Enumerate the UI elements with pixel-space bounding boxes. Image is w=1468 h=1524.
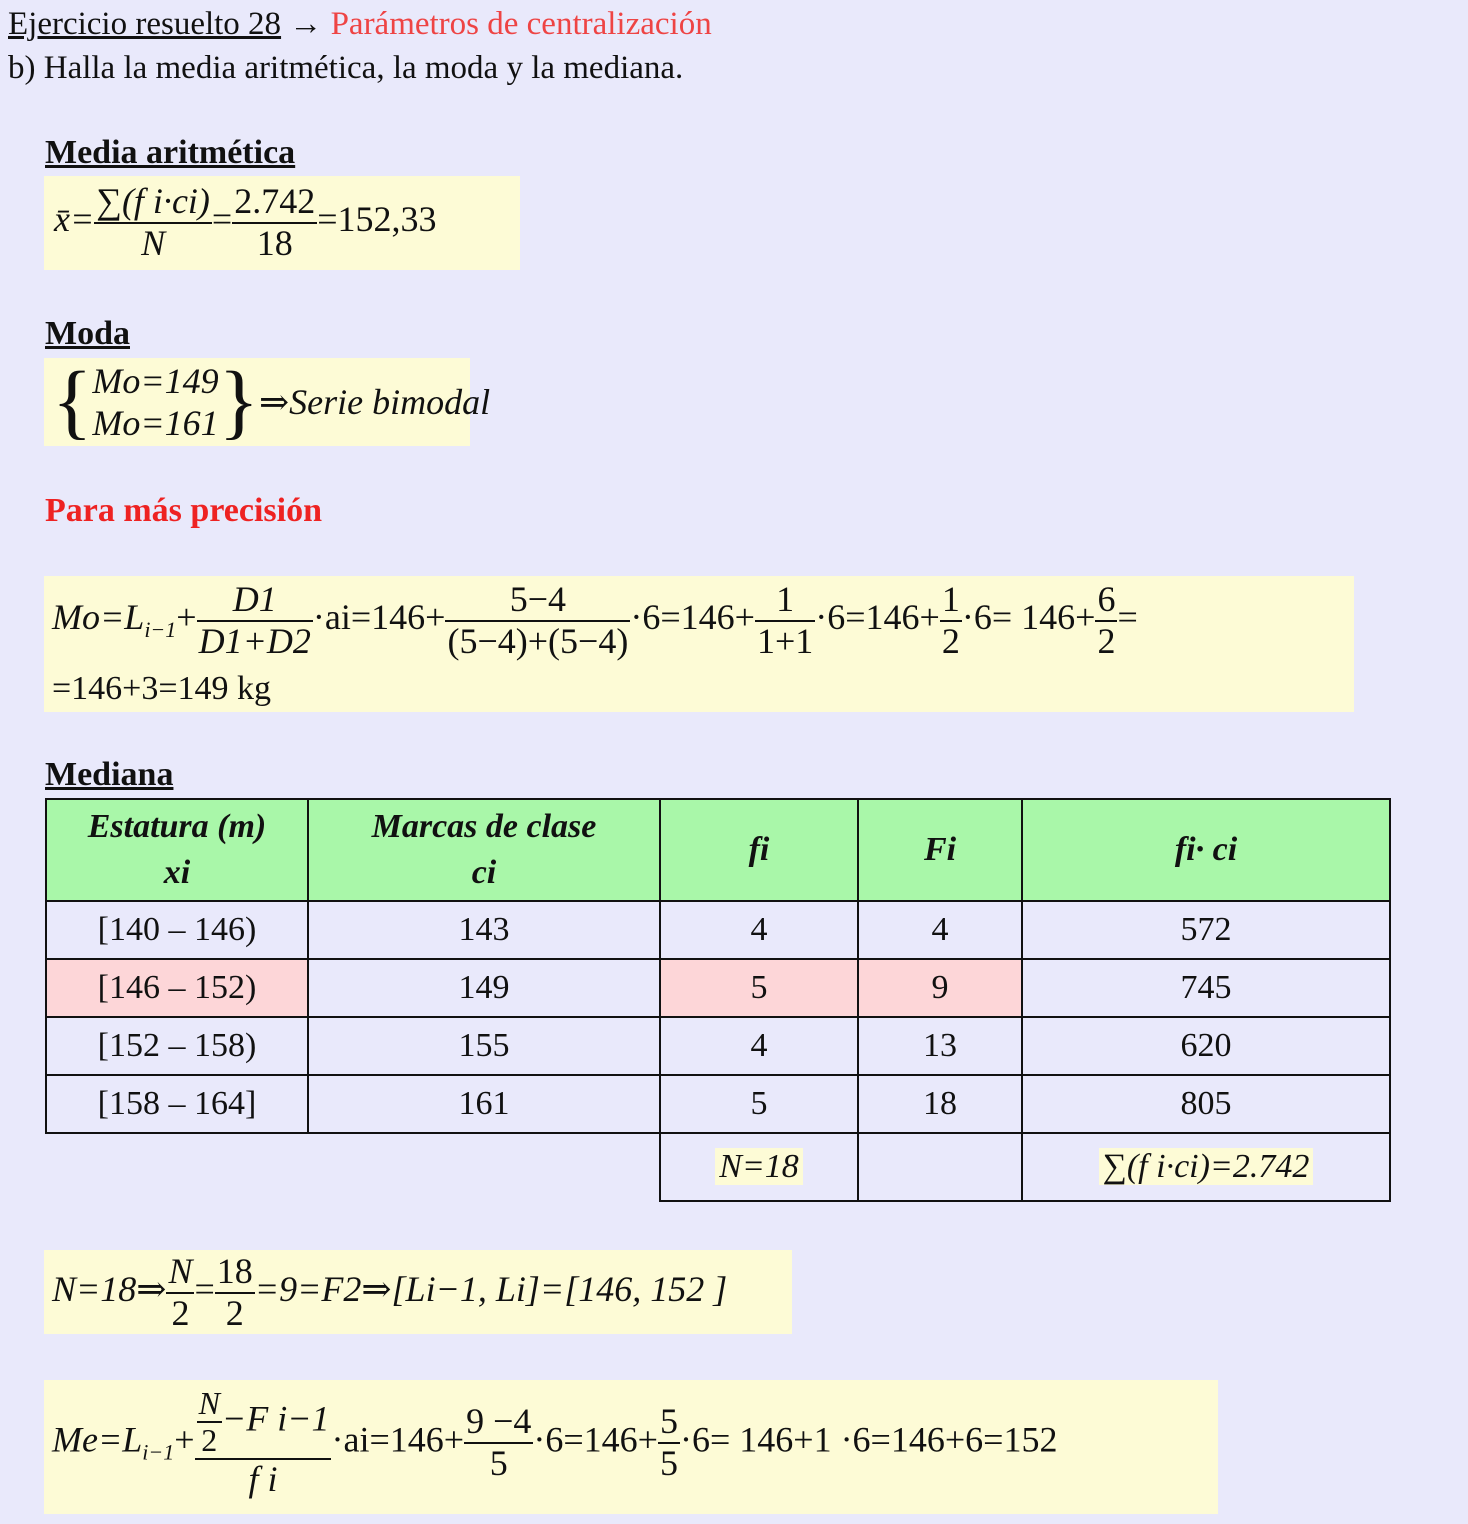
- mo-frac-3-num: 1: [755, 580, 815, 622]
- precision-heading: Para más precisión: [45, 492, 323, 529]
- cell-interval: [152 – 158): [46, 1017, 308, 1075]
- mean-den: N: [141, 222, 166, 263]
- mo-frac-5: [1095, 580, 1117, 661]
- interval-c: =9=F2⇒[Li−1, Li]=[146, 152 ]: [254, 1268, 728, 1309]
- me-inner-frac: [197, 1386, 222, 1458]
- mo-frac-4-den: 2: [941, 620, 960, 661]
- mo-frac-4-num: 1: [940, 580, 962, 622]
- header-estatura: Estatura (m) xi: [46, 799, 308, 901]
- table-row: [46, 1075, 1390, 1133]
- interval-formula: [44, 1250, 792, 1334]
- table-header-row: [46, 799, 1390, 901]
- cell-mark: 161: [308, 1075, 660, 1133]
- blank-cell: [308, 1133, 660, 1201]
- me-big-den: f i: [248, 1459, 278, 1500]
- cell-Fi: 9: [858, 959, 1022, 1017]
- mo-161: Mo=161: [92, 403, 219, 443]
- me-part-e: ·6= 146+1 ·6=146+6=152: [679, 1419, 1058, 1460]
- cell-interval: [158 – 164]: [46, 1075, 308, 1133]
- bimodal-conclusion: ⇒Serie bimodal: [258, 382, 491, 422]
- interval-frac-1: [166, 1252, 194, 1333]
- total-sum: ∑(f i·ci)=2.742: [1099, 1148, 1314, 1185]
- mo-part-3: ·6=146+: [630, 596, 755, 637]
- mean-result: =152,33: [317, 198, 437, 239]
- me-big-num-rest: −F i−1: [221, 1398, 330, 1439]
- mo-part-6: =: [1117, 596, 1138, 637]
- cell-fi: 4: [660, 901, 858, 959]
- mean-num-2: 2.742: [232, 182, 317, 224]
- me-frac-3: [658, 1402, 680, 1483]
- cell-mark: 143: [308, 901, 660, 959]
- mean-eq: =: [211, 198, 233, 239]
- table-row: [46, 959, 1390, 1017]
- moda-values: [92, 360, 218, 444]
- cell-interval: [146 – 152): [46, 959, 308, 1017]
- cell-fi: 5: [660, 959, 858, 1017]
- interval-frac-2-den: 2: [225, 1292, 244, 1333]
- table-row: [46, 901, 1390, 959]
- header-Fi: Fi: [858, 799, 1022, 901]
- mo-frac-1: [197, 580, 313, 661]
- me-frac-2-num: 9 −4: [464, 1402, 533, 1444]
- mo-149: Mo=149: [92, 361, 219, 401]
- me-lhs: Me=L: [52, 1419, 143, 1460]
- exercise-title: [8, 6, 712, 43]
- cell-Fi: 4: [858, 901, 1022, 959]
- mo-frac-3: [755, 580, 815, 661]
- mo-frac-5-num: 6: [1095, 580, 1117, 622]
- cell-total-n: [660, 1133, 858, 1201]
- mo-precise-formula: $Mo=L_{i-1}+$ $\frac{D1}{D1+D2}$ ·ai=146+ $\frac{5-4}{(5-4)+(5-4)}$ ·6=146+ $\frac{1}{1+1}$ ·6=146+ $\frac{1}{2}$ ·6= 146+ $\frac{6}{2}$ = =146+3=149 kg: [44, 576, 1354, 712]
- median-formula: $Me=L_{i-1}+$ $\frac{N}{2}$ −F i−1 f i ·ai=146+ $\frac{9 -4}{5}$ ·6=146+ $\frac{5}{5}$ ·6= 146+1 ·6=146+6=152: [44, 1380, 1218, 1514]
- table-row: [46, 1017, 1390, 1075]
- me-big-num: [195, 1386, 332, 1460]
- cell-Fi: 13: [858, 1017, 1022, 1075]
- cell-fici: 572: [1022, 901, 1390, 959]
- cell-fici: 745: [1022, 959, 1390, 1017]
- mean-den-2: 18: [256, 222, 293, 263]
- mo-part-2: ·ai=146+: [312, 596, 446, 637]
- cell-fici: 805: [1022, 1075, 1390, 1133]
- mo-frac-3-den: 1+1: [756, 620, 814, 661]
- exercise-label: Ejercicio resuelto 28: [8, 6, 282, 42]
- mediana-heading: Mediana: [45, 756, 174, 793]
- interval-frac-2: [215, 1252, 255, 1333]
- me-frac-3-den: 5: [659, 1442, 678, 1483]
- interval-a: N=18⇒: [52, 1268, 167, 1309]
- media-heading: Media aritmética: [45, 134, 296, 171]
- me-frac-2-den: 5: [489, 1442, 508, 1483]
- mo-frac-2: [445, 580, 630, 661]
- cell-mark: 149: [308, 959, 660, 1017]
- moda-heading: Moda: [45, 315, 130, 352]
- me-frac-2: [464, 1402, 533, 1483]
- header-marcas: Marcas de clase ci: [308, 799, 660, 901]
- interval-b: =: [194, 1268, 215, 1309]
- mo-lhs: Mo=L: [52, 596, 145, 637]
- mo-frac-2-den: (5−4)+(5−4): [447, 620, 629, 661]
- me-plus: +: [174, 1419, 195, 1460]
- mo-part-5: ·6= 146+: [961, 596, 1096, 637]
- mean-fraction-2: [232, 182, 317, 263]
- interval-frac-2-num: 18: [215, 1252, 255, 1294]
- question: b) Halla la media aritmética, la moda y la mediana.: [8, 50, 684, 86]
- table-total-row: [46, 1133, 1390, 1201]
- mean-symbol: x̄=: [54, 198, 95, 239]
- mo-part-4: ·6=146+: [815, 596, 940, 637]
- cell-total-sum: [1022, 1133, 1390, 1201]
- cell-interval: [140 – 146): [46, 901, 308, 959]
- cell-fi: 5: [660, 1075, 858, 1133]
- me-frac-3-num: 5: [658, 1402, 680, 1444]
- me-inner-den: 2: [201, 1422, 218, 1459]
- mo-frac-1-den: D1+D2: [198, 620, 311, 661]
- cell-fici: 620: [1022, 1017, 1390, 1075]
- mo-frac-2-num: 5−4: [445, 580, 630, 622]
- right-brace: }: [218, 355, 259, 448]
- header-fici: fi· ci: [1022, 799, 1390, 901]
- topic-title: Parámetros de centralización: [330, 6, 712, 42]
- frequency-table: [45, 798, 1391, 1202]
- blank-cell: [46, 1133, 308, 1201]
- cell-Fi: 18: [858, 1075, 1022, 1133]
- me-part-d: ·6=146+: [533, 1419, 658, 1460]
- me-inner-num: N: [197, 1386, 222, 1423]
- me-big-frac: [195, 1386, 332, 1500]
- cell-mark: 155: [308, 1017, 660, 1075]
- mo-result-line: =146+3=149 kg: [52, 670, 272, 707]
- cell-fi: 4: [660, 1017, 858, 1075]
- mean-num: ∑(f i·ci): [94, 182, 212, 224]
- mean-fraction: [94, 182, 212, 263]
- mo-frac-4: [940, 580, 962, 661]
- cell-total-empty: [858, 1133, 1022, 1201]
- left-brace: {: [52, 355, 93, 448]
- total-n: N=18: [715, 1148, 803, 1185]
- arrow: →: [289, 6, 323, 42]
- interval-frac-1-num: N: [166, 1252, 194, 1294]
- mo-frac-5-den: 2: [1097, 620, 1116, 661]
- interval-frac-1-den: 2: [171, 1292, 190, 1333]
- mo-plus: +: [176, 596, 197, 637]
- moda-formula: [44, 355, 491, 448]
- mo-frac-1-num: D1: [197, 580, 313, 622]
- me-part-c: ·ai=146+: [331, 1419, 465, 1460]
- header-fi: fi: [660, 799, 858, 901]
- media-formula: [44, 176, 520, 270]
